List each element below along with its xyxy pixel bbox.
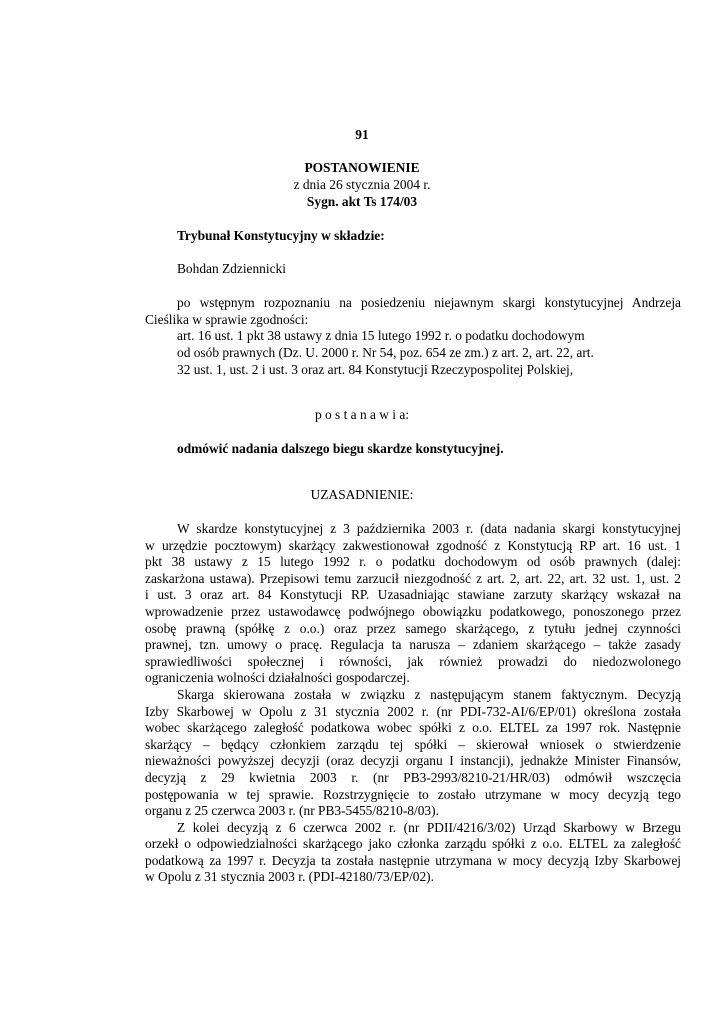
justification-line: osobę prawną (spółkę z o.o.) oraz przez samego skarżącego, z tytułu jednej czynności [145,621,681,636]
intro-line: po wstępnym rozpoznaniu na posiedzeniu niejawnym skargi konstytucyjnej Andrzeja [177,295,681,310]
justification-line: W skardze konstytucyjnej z 3 października 2003 r. (data nadania skargi konstytucyjnej [177,521,681,536]
subject-line: od osób prawnych (Dz. U. 2000 r. Nr 54, poz. 654 ze zm.) z art. 2, art. 22, art. [177,345,594,360]
subject-line: 32 ust. 1, ust. 2 i ust. 3 oraz art. 84 Konstytucji Rzeczypospolitej Polskiej, [177,362,574,377]
justification-line: wobec skarżącego zaległość podatkowa wobec spółki z o.o. ELTEL za 1997 rok. Następnie [145,720,681,735]
document-title: POSTANOWIENIE [304,160,420,175]
justification-line: pkt 38 ustawy z 15 lutego 1992 r. o podatku dochodowym od osób prawnych (dalej: [145,554,681,569]
justification-line: nieważności powyższej decyzji (oraz decyzji organu I instancji), jednakże Minister Finansów, [145,753,681,768]
justification-line: ograniczenia wolności działalności gospodarczej. [145,670,410,685]
decision-label: p o s t a n a w i a: [314,407,410,422]
justification-line: sprawiedliwości społecznej i równości, jak również prowadzi do niedozwolonego [145,654,681,669]
justification-line: skarżący – będący członkiem zarządu tej spółki – skierował wniosek o stwierdzenie [145,737,681,752]
intro-line: Cieślika w sprawie zgodności: [145,312,309,327]
justification-line: zaskarżona ustawa). Przepisowi temu zarzucił niezgodność z art. 2, art. 22, art. 32 ust. 1, ust. 2 [145,571,681,586]
justification-heading: UZASADNIENIE: [310,487,414,502]
justification-line: w urzędzie pocztowym) skarżący zakwestionował zgodność z Konstytucją RP art. 16 ust. 1 [145,538,681,553]
justification-line: orzekł o odpowiedzialności skarżącego jako członka zarządu spółki z o.o. ELTEL za zaległość [145,836,681,851]
document-date: z dnia 26 stycznia 2004 r. [293,177,431,192]
decision-text: odmówić nadania dalszego biegu skardze konstytucyjnej. [177,441,504,456]
case-signature: Sygn. akt Ts 174/03 [306,194,418,209]
justification-line: podatkową za 1997 r. Decyzja ta została następnie utrzymana w mocy decyzją Izby Skarbowej [145,853,681,868]
subject-line: art. 16 ust. 1 pkt 38 ustawy z dnia 15 lutego 1992 r. o podatku dochodowym [177,328,585,343]
justification-line: prawnej, tzn. umowy o pracę. Regulacja ta narusza – zdaniem skarżącego – także zasady [145,637,681,652]
justification-line: decyzją z 29 kwietnia 2003 r. (nr PB3-2993/8210-21/HR/03) odmówił wszczęcia [145,770,681,785]
justification-line: Z kolei decyzją z 6 czerwca 2002 r. (nr PDII/4216/3/02) Urząd Skarbowy w Brzegu [177,820,681,835]
justification-line: i ust. 3 oraz art. 84 Konstytucji RP. Uzasadniając stawiane zarzuty skarżący wskazał na [145,587,681,602]
justification-line: wprowadzenie przez ustawodawcę podwójnego obowiązku podatkowego, ponoszonego przez [145,604,681,619]
justification-line: Izby Skarbowej w Opolu z 31 stycznia 2002 r. (nr PDI-732-AI/6/EP/01) określona została [145,704,681,719]
composition-heading: Trybunał Konstytucyjny w składzie: [177,228,385,243]
justification-line: organu z 25 czerwca 2003 r. (nr PB3-5455/8210-8/03). [145,803,439,818]
justification-line: postępowania w tej sprawie. Rozstrzygnięcie to zostało utrzymane w mocy decyzją tego [145,787,681,802]
judge-name: Bohdan Zdziennicki [177,261,286,276]
justification-line: w Opolu z 31 stycznia 2003 r. (PDI-42180/73/EP/02). [145,869,434,884]
justification-line: Skarga skierowana została w związku z następującym stanem faktycznym. Decyzją [177,687,681,702]
page-number: 91 [355,127,369,142]
